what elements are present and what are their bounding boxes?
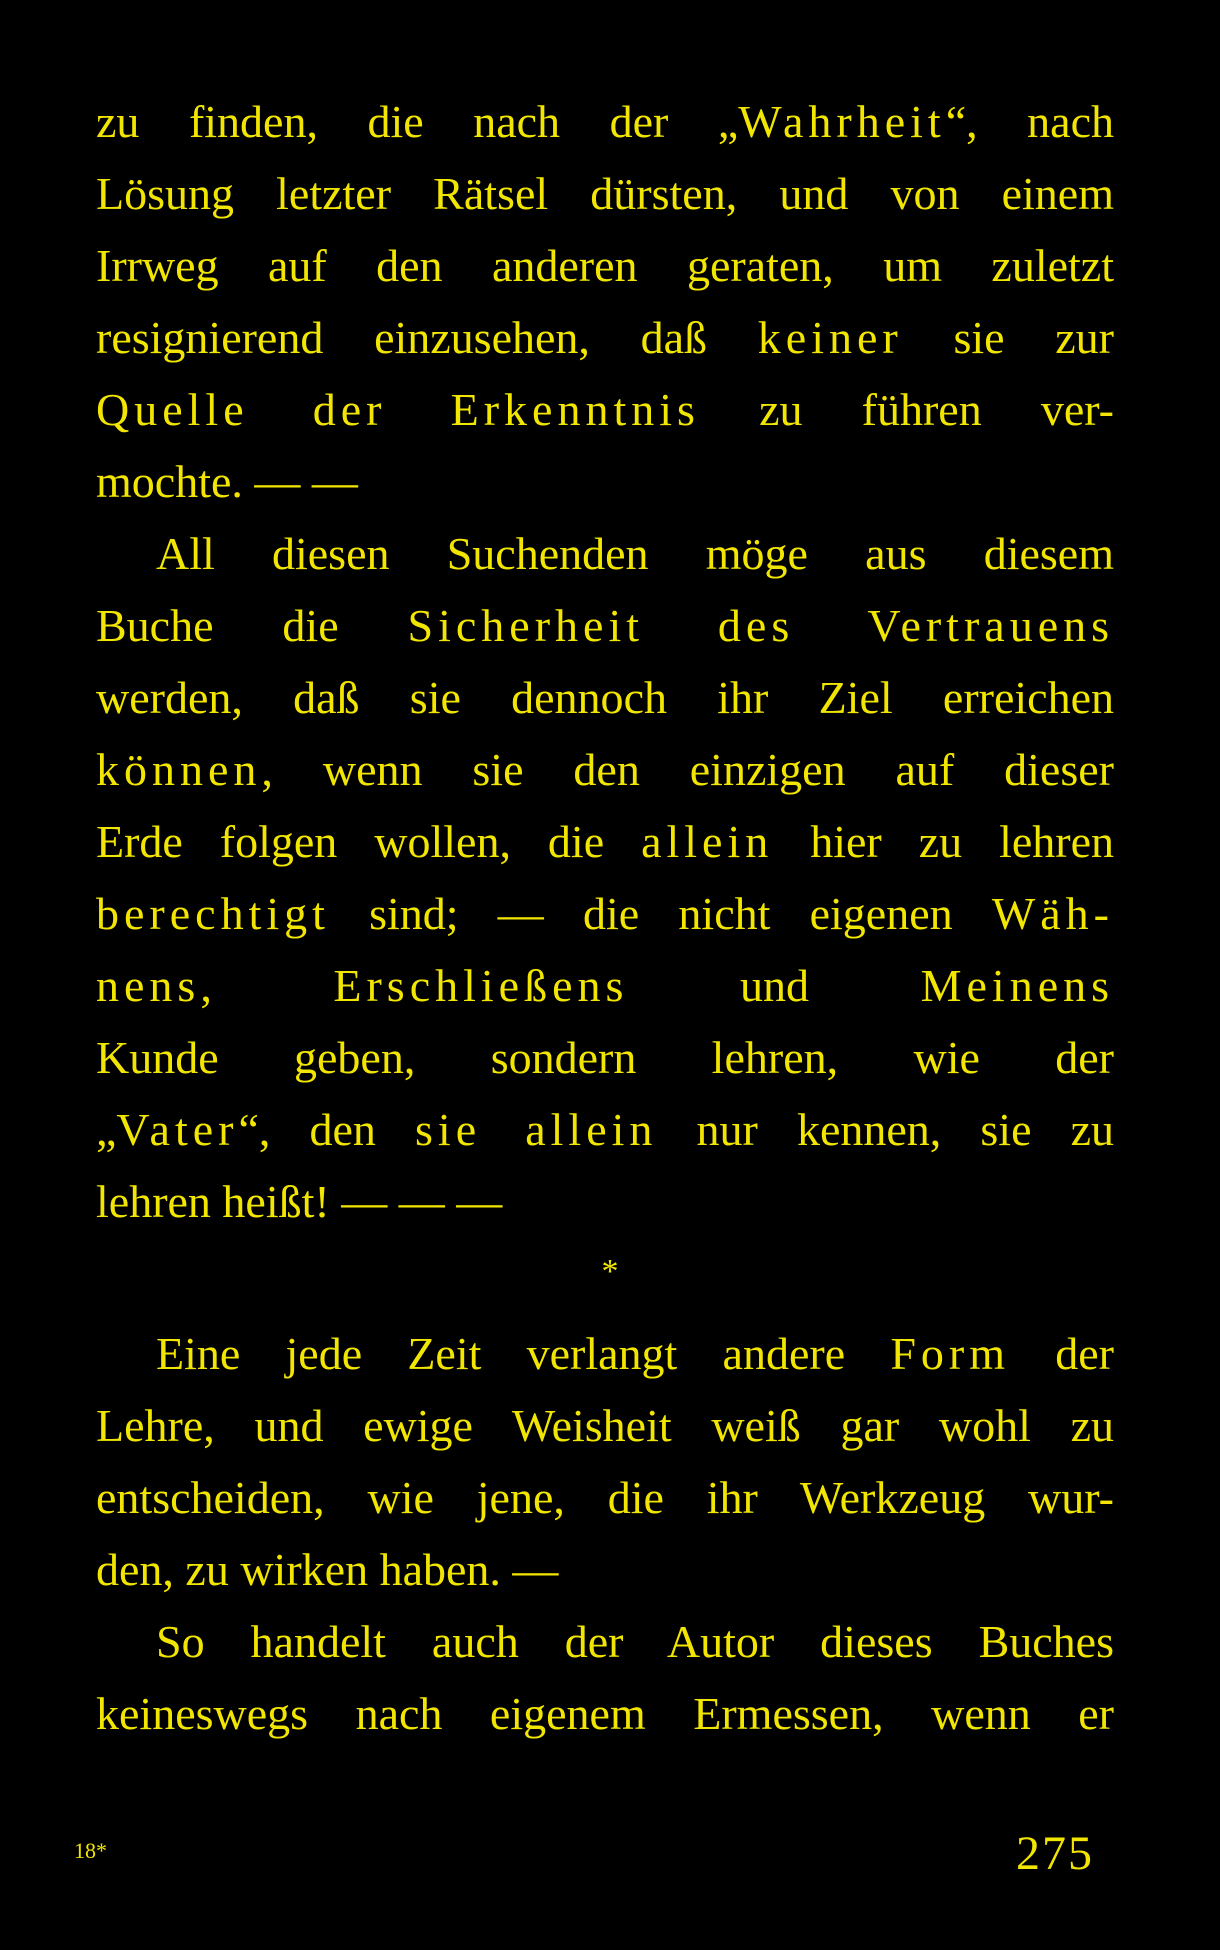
text-line: resignierend einzusehen, daß keiner sie zur — [96, 312, 1114, 363]
spaced-word: nens, Erschließens — [96, 960, 629, 1011]
spaced-word: allein — [641, 816, 774, 867]
text-block-lower — [96, 1318, 1114, 1750]
section-separator: * — [601, 1253, 619, 1290]
spaced-word: Meinens — [920, 960, 1115, 1011]
text-line: Lösung letzter Rätsel dürsten, und von einem — [96, 168, 1114, 219]
text-line: Kunde geben, sondern lehren, wie der — [96, 1032, 1114, 1083]
signature-mark: 18* — [74, 1838, 107, 1863]
spaced-word: können — [96, 744, 262, 795]
text-line: So handelt auch der Autor dieses Buches — [156, 1616, 1114, 1667]
spaced-word: Wahrheit — [738, 96, 946, 147]
text-line: nens, Erschließens und Meinens — [96, 960, 1115, 1011]
text-line: Erde folgen wollen, die allein hier zu lehren — [96, 816, 1114, 867]
spaced-word: Vater — [116, 1104, 239, 1155]
text-line: lehren heißt! — — — — [96, 1176, 503, 1227]
text-line: Buche die Sicherheit des Vertrauens — [96, 600, 1115, 651]
text-line: den, zu wirken haben. — — [96, 1544, 559, 1595]
text-line: Lehre, und ewige Weisheit weiß gar wohl zu — [96, 1400, 1114, 1451]
text-line: berechtigt sind; — die nicht eigenen Wäh- — [96, 888, 1114, 939]
spaced-word: Sicherheit des Vertrauens — [407, 600, 1115, 651]
spaced-word: keiner — [757, 312, 903, 363]
spaced-word: Quelle der Erkenntnis — [96, 384, 700, 435]
spaced-word: Wäh- — [991, 888, 1114, 939]
text-line: können, wenn sie den einzigen auf dieser — [96, 744, 1114, 795]
text-line: mochte. — — — [96, 456, 358, 507]
text-line: werden, daß sie dennoch ihr Ziel erreichen — [96, 672, 1114, 723]
text-line: Quelle der Erkenntnis zu führen ver- — [96, 384, 1114, 435]
spaced-word: berechtigt — [96, 888, 330, 939]
page-number: 275 — [1016, 1827, 1094, 1880]
text-line: All diesen Suchenden möge aus diesem — [156, 528, 1114, 579]
text-line: Irrweg auf den anderen geraten, um zuletzt — [96, 240, 1114, 291]
spaced-word: sie allein — [415, 1104, 658, 1155]
text-line: „Vater“, den sie allein nur kennen, sie zu — [96, 1104, 1115, 1155]
text-block-upper — [96, 86, 1114, 1238]
text-line: entscheiden, wie jene, die ihr Werkzeug wur- — [96, 1472, 1114, 1523]
text-line: keineswegs nach eigenem Ermessen, wenn er — [96, 1688, 1114, 1739]
spaced-word: Form — [890, 1328, 1011, 1379]
text-line: zu finden, die nach der „Wahrheit“, nach — [96, 96, 1114, 147]
text-line: Eine jede Zeit verlangt andere Form der — [156, 1328, 1114, 1379]
